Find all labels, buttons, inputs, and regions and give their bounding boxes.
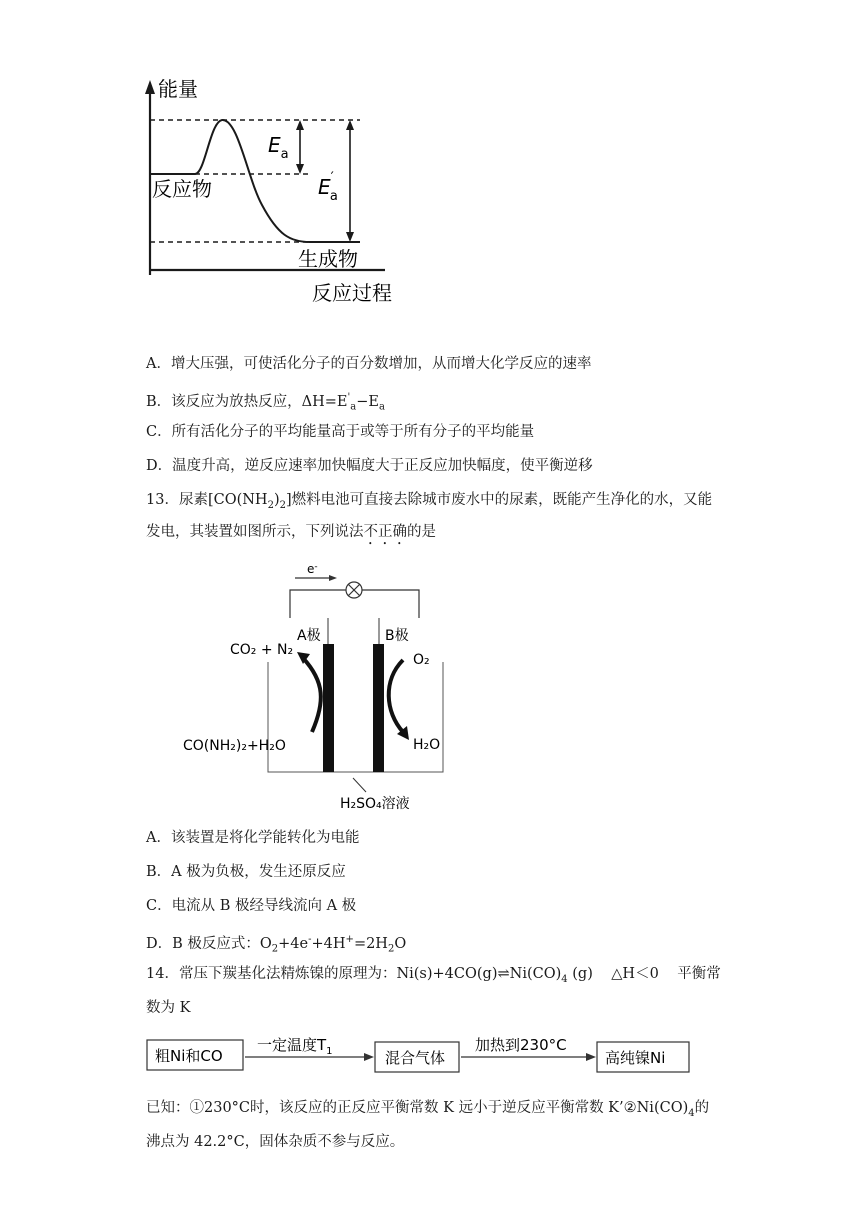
b-top-label: O₂ — [413, 652, 430, 668]
q14-stem-line2: 数为 K — [146, 1000, 191, 1016]
box-crude-ni: 粗Ni和CO — [155, 1047, 223, 1065]
q12-option-b: B．该反应为放热反应，$\Delta H=E'_a-E_a$ — [146, 392, 385, 413]
energy-diagram — [140, 70, 430, 310]
q13-stem-line2: 发电，其装置如图所示，下列说法不正确的是 — [146, 524, 436, 540]
q13-option-d: D．B 极反应式：$O_2+4e^-+4H^+=2H_2O$ — [146, 934, 407, 955]
emphasis-not-correct: 不正确 — [363, 524, 407, 540]
box-pure-ni: 高纯镍Ni — [605, 1049, 666, 1067]
ea-prime-label: E′ a — [318, 170, 338, 204]
q13-option-c: C．电流从 B 极经导线流向 A 极 — [146, 898, 357, 914]
ea-label: $E_a$ — [268, 133, 289, 162]
electron-label: e- — [307, 562, 318, 576]
b-electrode-label: B极 — [385, 628, 409, 644]
refining-flow-diagram — [145, 1030, 705, 1080]
arrow1-label: 一定温度$T_1$ — [257, 1036, 333, 1057]
q14-known-line2: 沸点为 42.2°C，固体杂质不参与反应。 — [146, 1134, 405, 1150]
electrolyte-label: H₂SO₄溶液 — [340, 796, 410, 812]
a-bottom-label: CO(NH₂)₂+H₂O — [183, 738, 286, 754]
q12-option-d: D．温度升高，逆反应速率加快幅度大于正反应加快幅度，使平衡逆移 — [146, 458, 593, 474]
a-top-label: CO₂ + N₂ — [230, 642, 294, 658]
q14-stem-line1: 14．常压下羰基化法精炼镍的原理为：$Ni(s)+4CO(g)\rightleftharpoons Ni(CO)_4$ (g) △H＜0 平衡常 — [146, 966, 721, 985]
q13-option-b: B．A 极为负极，发生还原反应 — [146, 864, 346, 880]
q14-known-line1: 已知：①230°C时，该反应的正反应平衡常数 K 远小于逆反应平衡常数 $K’②Ni(CO)_4$的 — [146, 1100, 710, 1119]
box-mixed-gas: 混合气体 — [385, 1049, 446, 1067]
a-electrode-label: A极 — [297, 628, 321, 644]
q12-option-a: A．增大压强，可使活化分子的百分数增加，从而增大化学反应的速率 — [146, 356, 592, 372]
reactant-label: 反应物 — [152, 177, 212, 201]
x-axis-label: 反应过程 — [312, 281, 392, 305]
y-axis-label: 能量 — [158, 77, 198, 101]
arrow2-label: 加热到230°C — [475, 1036, 567, 1054]
b-bottom-label: H₂O — [413, 737, 441, 753]
fuel-cell-diagram — [175, 562, 475, 812]
product-label: 生成物 — [298, 247, 358, 271]
q13-option-a: A．该装置是将化学能转化为电能 — [146, 830, 360, 846]
q13-stem-line1: 13．尿素$[CO(NH_2)_2]$燃料电池可直接去除城市废水中的尿素，既能产生净化的水，又能 — [146, 492, 713, 511]
q12-option-c: C．所有活化分子的平均能量高于或等于所有分子的平均能量 — [146, 424, 535, 440]
